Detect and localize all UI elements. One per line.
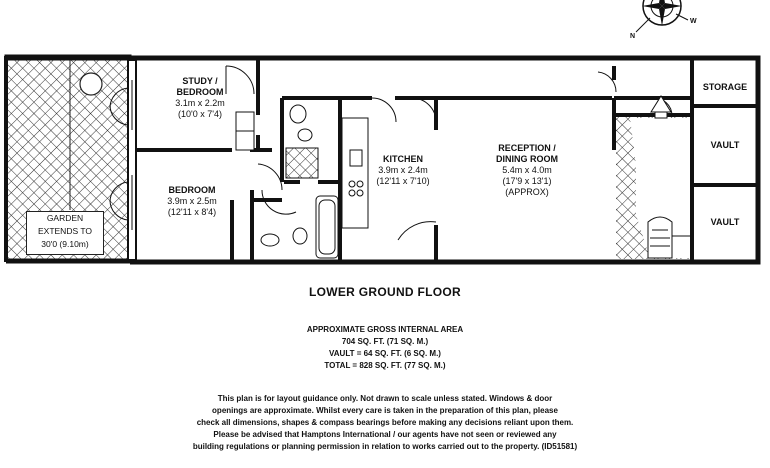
bedroom-name: BEDROOM — [168, 185, 216, 195]
garden-line1: GARDEN — [46, 213, 84, 223]
disclaimer-line: openings are approximate. Whilst every care is taken in the preparation of this plan, please — [212, 406, 558, 415]
area-vault: VAULT = 64 SQ. FT. (6 SQ. M.) — [329, 349, 441, 358]
area-total: TOTAL = 828 SQ. FT. (77 SQ. M.) — [324, 361, 446, 370]
reception-name-1: RECEPTION / — [498, 143, 556, 153]
reception-metric: 5.4m x 4.0m — [502, 165, 552, 175]
disclaimer-line: Please be advised that Hamptons International / our agents have not seen or reviewed any — [213, 430, 557, 439]
rear-facade — [128, 60, 136, 260]
floor-title: LOWER GROUND FLOOR — [308, 285, 462, 299]
garden-tree — [80, 73, 102, 95]
study-metric: 3.1m x 2.2m — [175, 98, 225, 108]
disclaimer — [0, 393, 770, 453]
reception-imperial: (17'9 x 13'1) — [502, 176, 552, 186]
study-imperial: (10'0 x 7'4) — [178, 109, 222, 119]
bedroom-imperial: (12'11 x 8'4) — [167, 207, 217, 217]
reception-label — [472, 143, 582, 198]
bedroom-label — [142, 185, 242, 218]
kitchen-label — [358, 154, 448, 187]
disclaimer-line: check all dimensions, shapes & compass bearings before making any decisions reliant upon them. — [196, 418, 574, 427]
area-heading: APPROXIMATE GROSS INTERNAL AREA — [306, 325, 464, 334]
vault2-label: VAULT — [710, 217, 740, 227]
bedroom-metric: 3.9m x 2.5m — [167, 196, 217, 206]
area-main: 704 SQ. FT. (71 SQ. M.) — [341, 337, 429, 346]
reception-name-2: DINING ROOM — [496, 154, 558, 164]
kitchen-metric: 3.9m x 2.4m — [378, 165, 428, 175]
vault1-label: VAULT — [710, 140, 740, 150]
kitchen-name: KITCHEN — [383, 154, 423, 164]
study-label — [150, 76, 250, 120]
garden-line2: EXTENDS TO — [37, 226, 92, 236]
garden-label — [26, 211, 104, 255]
kitchen-imperial: (12'11 x 7'10) — [376, 176, 430, 186]
compass-w-label: W — [690, 18, 697, 25]
area-block — [0, 324, 770, 372]
study-name-1: STUDY / — [182, 76, 218, 86]
disclaimer-line: This plan is for layout guidance only. Not drawn to scale unless stated. Windows & door — [217, 394, 553, 403]
storage-label: STORAGE — [702, 82, 748, 92]
compass-n-label: N — [630, 33, 636, 40]
reception-note: (APPROX) — [505, 187, 549, 197]
study-name-2: BEDROOM — [176, 87, 224, 97]
compass-rose — [636, 0, 688, 32]
disclaimer-line: building regulations or planning permission in relation to works carried out to the property. (ID51581) — [192, 442, 578, 451]
garden-line3: 30'0 (9.10m) — [41, 239, 89, 249]
